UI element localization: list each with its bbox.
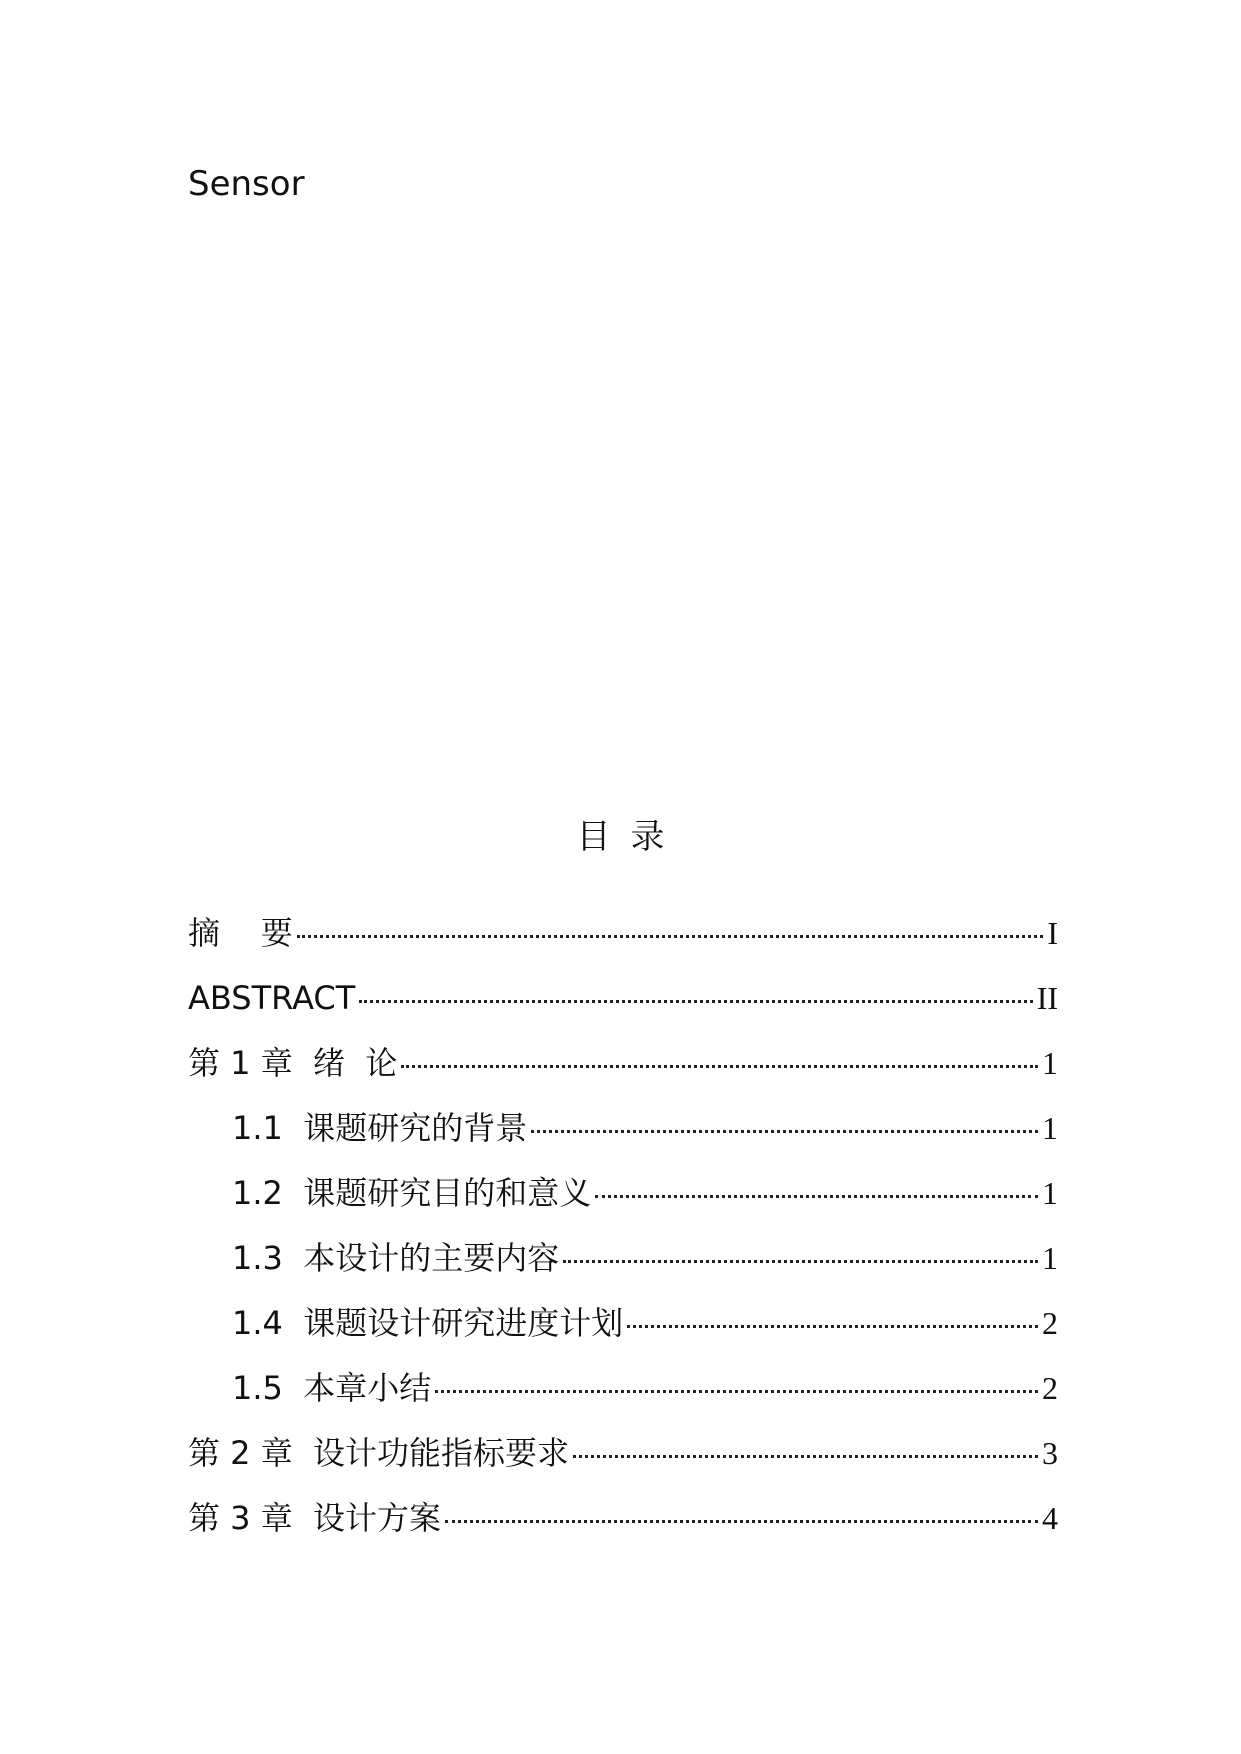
toc-entry-label: ABSTRACT <box>188 979 356 1017</box>
toc-entry-section-1-3[interactable] <box>188 1238 1058 1303</box>
dot-leader <box>573 1455 1038 1458</box>
toc-title: 目录 <box>576 817 685 857</box>
toc-entry-label: 1.2 课题研究目的和意义 <box>232 1174 592 1212</box>
toc-entry-page: 1 <box>1042 1045 1058 1081</box>
toc-entry-page: II <box>1036 980 1058 1016</box>
toc-entry-section-1-4[interactable] <box>188 1303 1058 1368</box>
toc-entry-page: 2 <box>1042 1305 1058 1341</box>
dot-leader <box>297 935 1044 938</box>
dot-leader <box>401 1065 1038 1068</box>
dot-leader <box>627 1325 1038 1328</box>
toc-entry-page: 1 <box>1042 1175 1058 1211</box>
dot-leader <box>435 1390 1038 1393</box>
dot-leader <box>445 1520 1038 1523</box>
toc-entry-page: 2 <box>1042 1370 1058 1406</box>
toc-entry-chapter-2[interactable] <box>188 1433 1058 1498</box>
toc-entry-page: 4 <box>1042 1500 1058 1536</box>
toc-entry-label: 第 3 章 设计方案 <box>188 1499 442 1537</box>
toc-entry-section-1-5[interactable] <box>188 1368 1058 1433</box>
dot-leader <box>595 1195 1038 1198</box>
toc-entry-page: I <box>1047 915 1058 951</box>
toc-entry-label: 1.3 本设计的主要内容 <box>232 1239 560 1277</box>
toc-entry-page: 1 <box>1042 1240 1058 1276</box>
dot-leader <box>531 1130 1038 1133</box>
toc-entry-label: 第 2 章 设计功能指标要求 <box>188 1434 570 1472</box>
toc-entry-label: 1.5 本章小结 <box>232 1369 432 1407</box>
toc-entry-label: 摘 要 <box>188 914 293 952</box>
dot-leader <box>359 1000 1032 1003</box>
toc-entry-label: 1.1 课题研究的背景 <box>232 1109 528 1147</box>
toc-entry-page: 3 <box>1042 1435 1058 1471</box>
toc-entry-abstract-cn[interactable] <box>188 913 1058 978</box>
toc-entry-abstract-en[interactable] <box>188 978 1058 1043</box>
toc-entry-label: 第 1 章 绪 论 <box>188 1044 398 1082</box>
table-of-contents <box>188 913 1058 1563</box>
toc-entry-chapter-1[interactable] <box>188 1043 1058 1108</box>
toc-entry-section-1-2[interactable] <box>188 1173 1058 1238</box>
toc-entry-chapter-3[interactable] <box>188 1498 1058 1563</box>
toc-entry-section-1-1[interactable] <box>188 1108 1058 1173</box>
dot-leader <box>563 1260 1038 1263</box>
toc-entry-label: 1.4 课题设计研究进度计划 <box>232 1304 624 1342</box>
header-text: Sensor <box>188 164 305 204</box>
toc-entry-page: 1 <box>1042 1110 1058 1146</box>
